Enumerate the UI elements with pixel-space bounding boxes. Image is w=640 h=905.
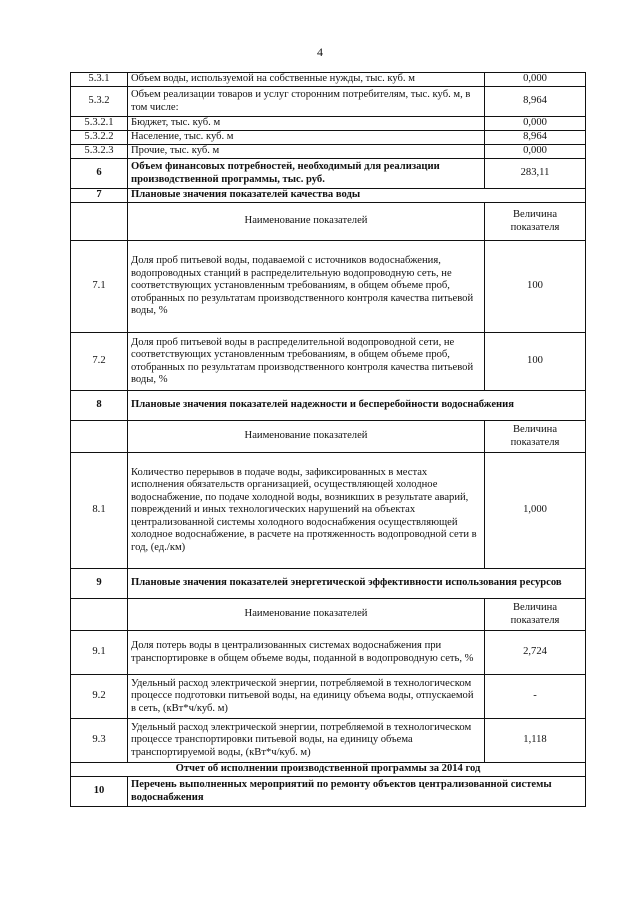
table-row xyxy=(71,675,586,719)
row-value: 8,964 xyxy=(485,131,586,145)
table-row xyxy=(71,159,586,189)
section-title: Перечень выполненных мероприятий по ремонту объектов централизованной системы водоснабжения xyxy=(128,777,586,807)
row-number: 5.3.1 xyxy=(71,73,128,87)
table-row xyxy=(71,333,586,391)
table-row xyxy=(71,131,586,145)
section-number: 8 xyxy=(71,391,128,421)
row-label: Объем воды, используемой на собственные нужды, тыс. куб. м xyxy=(128,73,485,87)
row-value: 0,000 xyxy=(485,73,586,87)
column-header-row xyxy=(71,599,586,631)
table-row xyxy=(71,73,586,87)
row-label: Удельный расход электрической энергии, потребляемой в технологическом процессе подготовки питьевой воды, на единицу объема воды, отпускаемой в сеть, (кВт*ч/куб. м) xyxy=(128,675,485,719)
row-number: 5.3.2.2 xyxy=(71,131,128,145)
indicator-name-header: Наименование показателей xyxy=(128,203,485,241)
production-program-table xyxy=(70,72,586,807)
section-row xyxy=(71,569,586,599)
indicator-name-header: Наименование показателей xyxy=(128,421,485,453)
column-header-row xyxy=(71,203,586,241)
section-title: Плановые значения показателей качества воды xyxy=(128,189,586,203)
table-row xyxy=(71,241,586,333)
row-label: Бюджет, тыс. куб. м xyxy=(128,117,485,131)
row-number: 7.1 xyxy=(71,241,128,333)
row-number: 5.3.2.3 xyxy=(71,145,128,159)
row-number: 9.2 xyxy=(71,675,128,719)
section-row xyxy=(71,777,586,807)
column-header-row xyxy=(71,421,586,453)
row-value: 0,000 xyxy=(485,145,586,159)
section-number: 9 xyxy=(71,569,128,599)
row-label: Доля проб питьевой воды, подаваемой с источников водоснабжения, водопроводных станций в распределительную водопроводную сеть, не соответствующих установленным требованиям, в общем объеме проб, отобранных по результатам производственного контроля качества питьевой воды, % xyxy=(128,241,485,333)
row-label: Доля проб питьевой воды в распределительной водопроводной сети, не соответствующих установленным требованиям, в общем объеме проб, отобранных по результатам производственного контроля качества питьевой воды, % xyxy=(128,333,485,391)
row-number: 7.2 xyxy=(71,333,128,391)
report-heading-row xyxy=(71,763,586,777)
row-number: 9.1 xyxy=(71,631,128,675)
page-number: 4 xyxy=(317,45,323,59)
row-number: 6 xyxy=(71,159,128,189)
empty-cell xyxy=(71,203,128,241)
table-row xyxy=(71,117,586,131)
row-value: 283,11 xyxy=(485,159,586,189)
row-label: Объем реализации товаров и услуг сторонним потребителям, тыс. куб. м, в том числе: xyxy=(128,87,485,117)
row-label: Количество перерывов в подаче воды, зафиксированных в местах исполнения обязательств организацией, осуществляющей холодное водоснабжение, по подаче холодной воды, возникших в результате аварий, повреждений и иных технологических нарушений на объектах централизованной системы холодного водоснабжения осуществляющей холодное водоснабжение, в расчете на протяженность водопроводной сети в год, (ед./км) xyxy=(128,453,485,569)
row-value: - xyxy=(485,675,586,719)
indicator-value-header: Величина показателя xyxy=(485,203,586,241)
table-row xyxy=(71,87,586,117)
section-title: Плановые значения показателей энергетической эффективности использования ресурсов xyxy=(128,569,586,599)
row-number: 5.3.2.1 xyxy=(71,117,128,131)
row-value: 100 xyxy=(485,333,586,391)
row-value: 1,118 xyxy=(485,719,586,763)
section-title: Плановые значения показателей надежности и бесперебойности водоснабжения xyxy=(128,391,586,421)
row-number: 9.3 xyxy=(71,719,128,763)
row-value: 1,000 xyxy=(485,453,586,569)
row-label: Население, тыс. куб. м xyxy=(128,131,485,145)
row-value: 2,724 xyxy=(485,631,586,675)
table-row xyxy=(71,719,586,763)
report-heading: Отчет об исполнении производственной программы за 2014 год xyxy=(71,763,586,777)
section-row xyxy=(71,391,586,421)
row-value: 100 xyxy=(485,241,586,333)
section-row xyxy=(71,189,586,203)
row-label: Доля потерь воды в централизованных системах водоснабжения при транспортировке в общем объеме воды, поданной в водопроводную сеть, % xyxy=(128,631,485,675)
table-row xyxy=(71,631,586,675)
section-number: 10 xyxy=(71,777,128,807)
table-row xyxy=(71,145,586,159)
indicator-value-header: Величина показателя xyxy=(485,599,586,631)
row-value: 0,000 xyxy=(485,117,586,131)
empty-cell xyxy=(71,599,128,631)
indicator-value-header: Величина показателя xyxy=(485,421,586,453)
row-number: 5.3.2 xyxy=(71,87,128,117)
row-label: Прочие, тыс. куб. м xyxy=(128,145,485,159)
table-row xyxy=(71,453,586,569)
indicator-name-header: Наименование показателей xyxy=(128,599,485,631)
row-value: 8,964 xyxy=(485,87,586,117)
row-label: Объем финансовых потребностей, необходимый для реализации производственной программы, тыс. руб. xyxy=(128,159,485,189)
section-number: 7 xyxy=(71,189,128,203)
row-label: Удельный расход электрической энергии, потребляемой в технологическом процессе транспортировки питьевой воды, на единицу объема транспортируемой воды, (кВт*ч/куб. м) xyxy=(128,719,485,763)
empty-cell xyxy=(71,421,128,453)
row-number: 8.1 xyxy=(71,453,128,569)
